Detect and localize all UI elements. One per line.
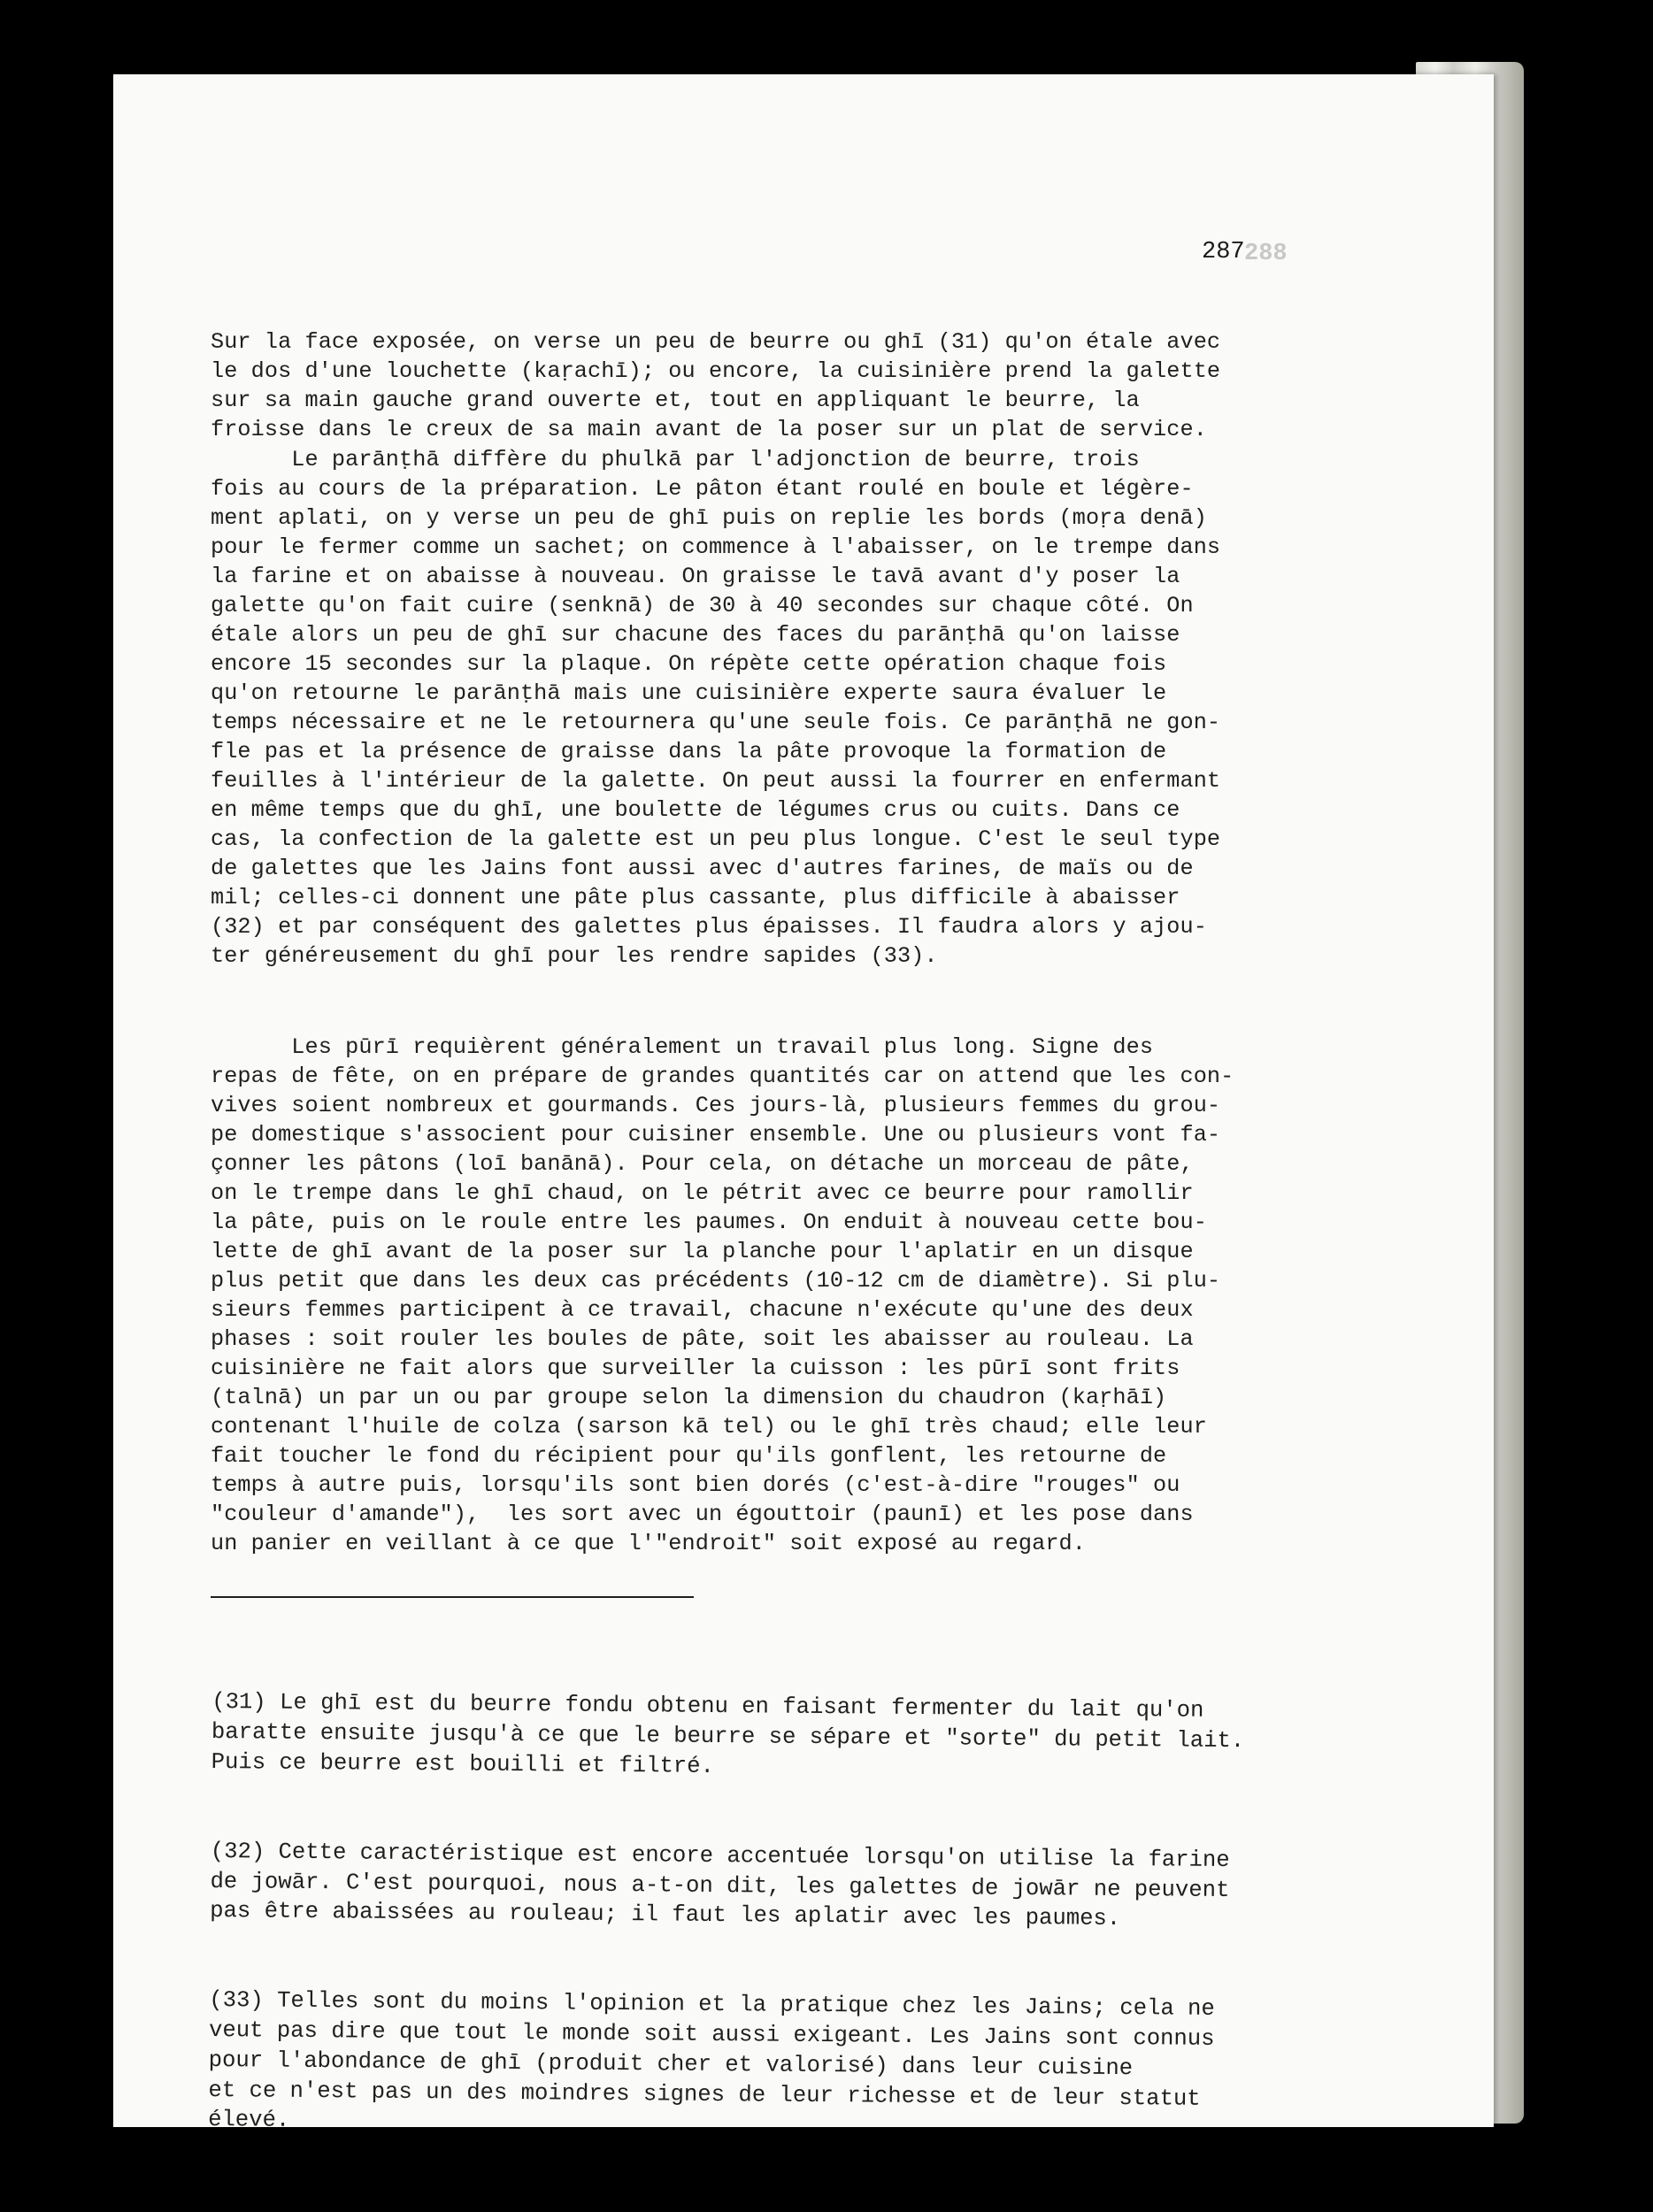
footnote-separator <box>211 1596 694 1598</box>
footnote-31: (31) Le ghī est du beurre fondu obtenu en faisant fermenter du lait qu'on baratte ensuite jusqu'à ce que le beurre se sépare et "sorte" du petit lait. Puis ce beurre est bouilli et filtré. <box>211 1689 1245 1779</box>
paragraph-3: Les pūrī requièrent généralement un travail plus long. Signe des repas de fête, on en prépare de grandes quantités car on attend que les con- vives soient nombreux et gourmands. Ces jours-là, plusieurs femmes du grou- pe domestique s'associent pour cuisiner ensemble. Une ou plusieurs vont fa- çonner les pâtons (loī banānā). Pour cela, on détache un morceau de pâte, on le trempe dans le ghī chaud, on le pétrit avec ce beurre pour ramollir la pâte, puis on le roule entre les paumes. On enduit à nouveau cette bou- lette de ghī avant de la poser sur la planche pour l'aplatir en un disque plus petit que dans les deux cas précédents (10-12 cm de diamètre). Si plu- sieurs femmes participent à ce travail, chacune n'exécute qu'une des deux phases : soit rouler les boules de pâte, soit les abaisser au rouleau. La cuisinière ne fait alors que surveiller la cuisson : les pūrī sont frits (talnā) un par un ou par groupe selon la dimension du chaudron (kaṛhāī) contenant l'huile de colza (sarson kā tel) ou le ghī très chaud; elle leur fait toucher le fond du récipient pour qu'ils gonflent, les retourne de temps à autre puis, lorsqu'ils sont bien dorés (c'est-à-dire "rouges" ou "couleur d'amande"), les sort avec un égouttoir (paunī) et les pose dans un panier en veillant à ce que l'"endroit" soit exposé au regard. <box>211 1034 1234 1556</box>
document-page <box>113 74 1494 2134</box>
footnotes <box>207 1628 1310 2204</box>
show-through-page-number: 288 <box>1244 241 1288 267</box>
paragraph-2: Le parānṭhā diffère du phulkā par l'adjonction de beurre, trois fois au cours de la préparation. Le pâton étant roulé en boule et légère- ment aplati, on y verse un peu de ghī puis on replie les bords (moṛa denā) pour le fermer comme un sachet; on commence à l'abaisser, on le trempe dans la farine et on abaisse à nouveau. On graisse le tavā avant d'y poser la galette qu'on fait cuire (senknā) de 30 à 40 secondes sur chaque côté. On étale alors un peu de ghī sur chacune des faces du parānṭhā qu'on laisse encore 15 secondes sur la plaque. On répète cette opération chaque fois qu'on retourne le parānṭhā mais une cuisinière experte saura évaluer le temps nécessaire et ne le retournera qu'une seule fois. Ce parānṭhā ne gon- fle pas et la présence de graisse dans la pâte provoque la formation de feuilles à l'intérieur de la galette. On peut aussi la fourrer en enfermant en même temps que du ghī, une boulette de légumes crus ou cuits. Dans ce cas, la confection de la galette est un peu plus longue. C'est le seul type de galettes que les Jains font aussi avec d'autres farines, de maïs ou de mil; celles-ci donnent une pâte plus cassante, plus difficile à abaisser (32) et par conséquent des galettes plus épaisses. Il faudra alors y ajou- ter généreusement du ghī pour les rendre sapides (33). <box>211 447 1221 969</box>
footnote-33: (33) Telles sont du moins l'opinion et la pratique chez les Jains; cela ne veut pas dire que tout le monde soit aussi exigeant. Les Jains sont connus pour l'abondance de ghī (produit cher et valorisé) dans leur cuisine et ce n'est pas un des moindres signes de leur richesse et de leur statut élevé. <box>208 1987 1215 2134</box>
page-number: 287 <box>1202 239 1245 265</box>
footnote-32: (32) Cette caractéristique est encore accentuée lorsqu'on utilise la farine de jowār. C'est pourquoi, nous a-t-on dit, les galettes de jowār ne peuvent pas être abaissées au rouleau; il faut les aplatir avec les paumes. <box>210 1838 1230 1932</box>
paragraph-1: Sur la face exposée, on verse un peu de beurre ou ghī (31) qu'on étale avec le dos d'une louchette (kaṛachī); ou encore, la cuisinière prend la galette sur sa main gauche grand ouverte et, tout en appliquant le beurre, la froisse dans le creux de sa main avant de la poser sur un plat de service. <box>211 329 1221 442</box>
